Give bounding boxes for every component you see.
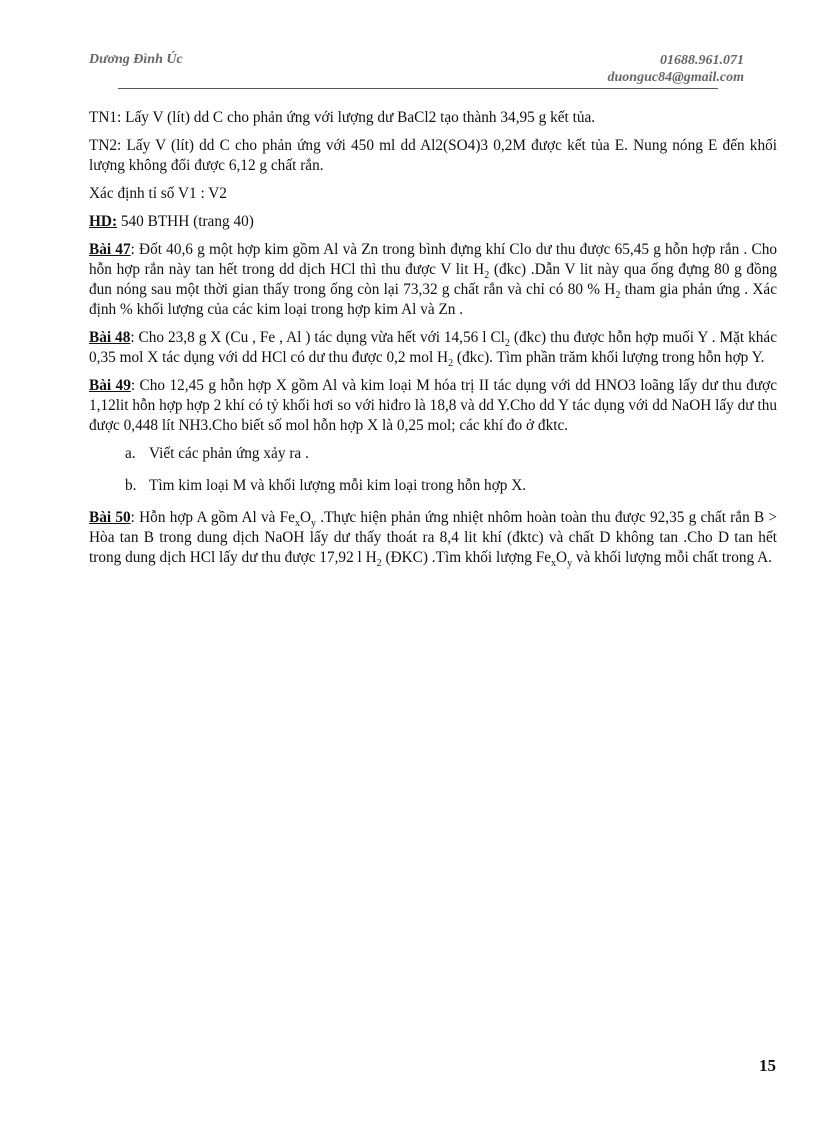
header-author: Dương Đình Úc	[89, 52, 183, 67]
header-divider	[118, 88, 718, 89]
bai48-sub-1: 2	[504, 338, 510, 350]
list-item-marker: a.	[125, 445, 136, 462]
list-item	[125, 476, 777, 496]
bai50-sub-2: 2	[376, 558, 382, 570]
header-contact	[580, 52, 744, 86]
bai47-label: Bài 47	[89, 241, 131, 258]
bai47-text-3: tham gia phản ứng . Xác định % khối lượng của các kim loại trong hợp kim Al và Zn .	[89, 281, 777, 318]
bai50-text-4: và khối lượng mỗi chất trong A.	[572, 549, 772, 566]
tn1-paragraph: TN1: Lấy V (lít) dd C cho phản ứng với lượng dư BaCl2 tạo thành 34,95 g kết tủa.	[89, 109, 596, 126]
bai47-sub-1: 2	[484, 270, 490, 282]
bai49-label: Bài 49	[89, 377, 131, 394]
bai48-text-1: : Cho 23,8 g X (Cu , Fe , Al ) tác dụng vừa hết với 14,56 l Cl	[130, 329, 505, 346]
bai48-label: Bài 48	[89, 329, 131, 346]
bai49-list	[89, 444, 777, 496]
bai49-paragraph	[89, 376, 777, 436]
bai50-text-1: : Hỗn hợp A gồm Al và Fe	[130, 509, 295, 526]
list-item-marker: b.	[125, 477, 137, 494]
header-email: duonguc84@gmail.com	[607, 70, 744, 85]
bai47-text-1: : Đốt 40,6 g một hợp kim gồm Al và Zn trong bình đựng khí Clo dư thu được 65,45 g hỗn hợp rắn . Cho hỗn hợp rắn này tan hết trong dd dịch HCl thì thu được V lit H	[89, 241, 777, 278]
bai50-sub-y: y	[311, 518, 317, 530]
bai50-label: Bài 50	[89, 509, 131, 526]
bai48-text-2: (đkc) thu được hỗn hợp muối Y . Mặt khác 0,35 mol X tác dụng với dd HCl có dư thu được 0,2 mol H	[89, 329, 777, 366]
bai47-sub-2: 2	[615, 290, 621, 302]
bai50-text-o: O	[299, 509, 312, 526]
bai49-text: : Cho 12,45 g hỗn hợp X gồm Al và kim loại M hóa trị II tác dụng với dd HNO3 loãng lấy dư thu được 1,12lit hỗn hợp hợp 2 khí có tỷ khối hơi so với hiđro là 18,8 và dd Y.Cho dd Y tác dụng với dd NaOH lấy dư thu được 0,448 lít NH3.Cho biết số mol hỗn hợp X là 0,25 mol; các khí đo ở đktc.	[89, 377, 777, 434]
bai50-text-3: (ĐKC) .Tìm khối lượng Fe	[381, 549, 552, 566]
hd-paragraph	[89, 212, 777, 232]
bai48-paragraph	[89, 328, 777, 368]
hd-label: HD:	[89, 213, 118, 230]
bai50-text-2: .Thực hiện phản ứng nhiệt nhôm hoàn toàn thu được 92,35 g chất rắn B > Hòa tan B trong dung dịch NaOH lấy dư thấy thoát ra 8,4 lit khí (đktc) và chất D không tan .Cho D tan hết trong dung dịch HCl lấy dư thu được 17,92 l H	[89, 509, 778, 566]
bai50-text-o2: O	[556, 549, 568, 566]
bai48-text-3: (đkc). Tìm phần trăm khối lượng trong hỗn hợp Y.	[453, 349, 765, 366]
bai50-sub-x2: x	[551, 558, 557, 570]
bai50-paragraph	[89, 508, 777, 568]
bai48-sub-2: 2	[448, 358, 454, 370]
ratio-question: Xác định tỉ số V1 : V2	[89, 185, 227, 202]
header-phone: 01688.961.071	[660, 53, 744, 68]
document-body	[89, 108, 777, 576]
bai47-text-2: (đkc) .Dẫn V lit này qua ống đựng 80 g đồng đun nóng sau một thời gian thấy trong ống còn lại 73,32 g chất rắn và chỉ có 80 % H	[89, 261, 777, 298]
list-item-text: Tìm kim loại M và khối lượng mỗi kim loại trong hỗn hợp X.	[149, 477, 527, 494]
list-item	[125, 444, 777, 464]
bai50-sub-y2: y	[567, 558, 573, 570]
page-number: 15	[759, 1056, 776, 1075]
bai50-sub-x: x	[294, 518, 300, 530]
bai47-paragraph	[89, 240, 777, 320]
tn2-paragraph: TN2: Lấy V (lít) dd C cho phản ứng với 450 ml dd Al2(SO4)3 0,2M được kết tủa E. Nung nóng E đến khối lượng không đổi được 6,12 g chất rắn.	[89, 137, 777, 174]
hd-text: 540 BTHH (trang 40)	[117, 213, 254, 230]
list-item-text: Viết các phản ứng xảy ra .	[149, 445, 309, 462]
